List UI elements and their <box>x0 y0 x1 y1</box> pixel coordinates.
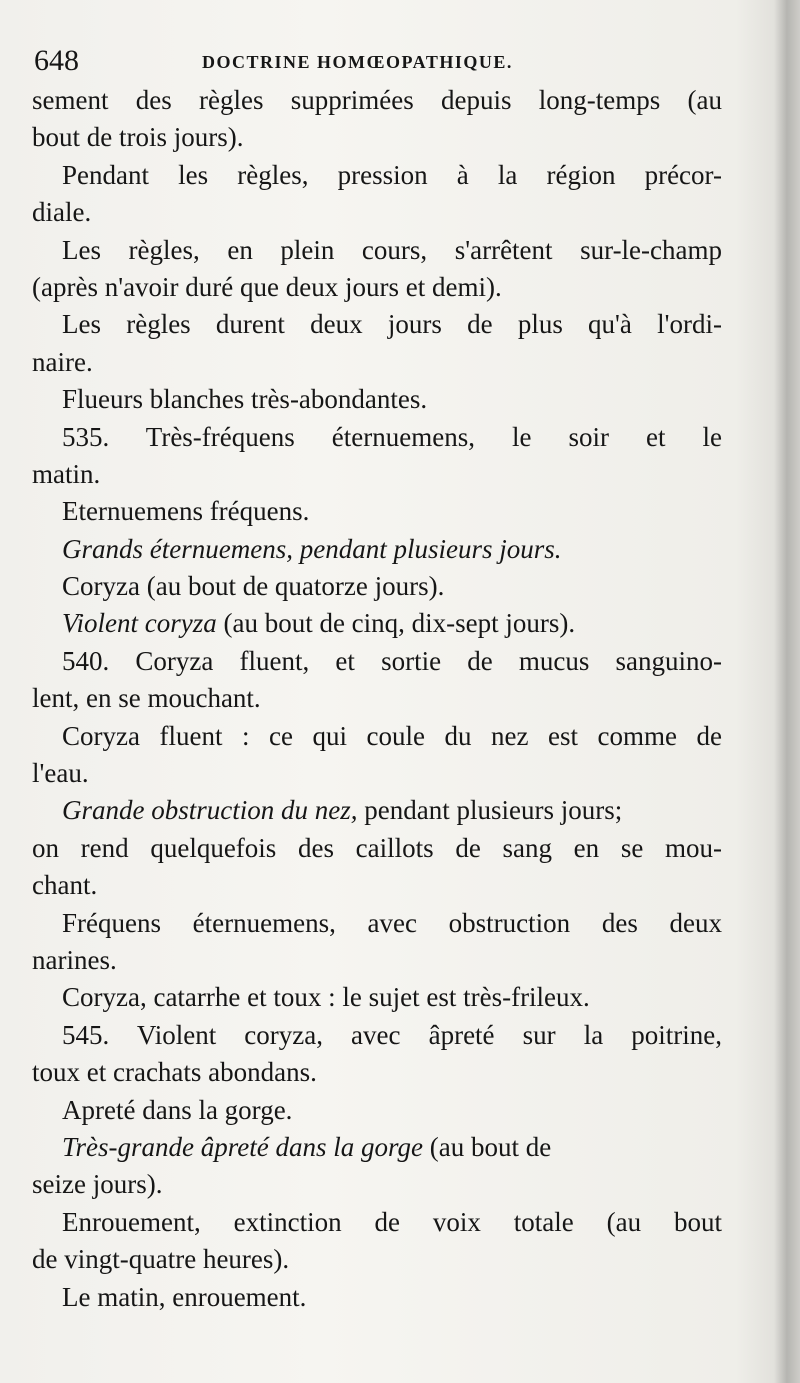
text-line: Coryza, catarrhe et toux : le sujet est très-frileux. <box>62 982 590 1013</box>
text-line: sement des règles supprimées depuis long-temps (au <box>32 85 722 115</box>
text-line: Coryza (au bout de quatorze jours). <box>62 571 445 602</box>
text-line: Les règles durent deux jours de plus qu'à l'ordi- <box>62 309 722 340</box>
text-line <box>32 605 722 642</box>
text-line: matin. <box>32 458 101 489</box>
text-line: 540. Coryza fluent, et sortie de mucus sanguino- <box>62 645 722 676</box>
italic-phrase: Très-grande âpreté dans la gorge <box>62 1131 423 1162</box>
text-line: bout de trois jours). <box>32 122 244 153</box>
text-line: 545. Violent coryza, avec âpreté sur la poitrine, <box>62 1019 722 1050</box>
italic-phrase: Violent coryza <box>62 608 217 639</box>
text-span: pendant plusieurs jours; <box>357 795 623 826</box>
text-line: seize jours). <box>32 1169 163 1200</box>
text-line: Coryza fluent : ce qui coule du nez est comme de <box>62 720 722 751</box>
page-edge-shadow <box>774 0 800 1383</box>
italic-phrase: Grande obstruction du nez, <box>62 795 358 826</box>
text-line: Pendant les règles, pression à la région précor- <box>62 159 722 190</box>
text-line: (après n'avoir duré que deux jours et demi). <box>32 271 502 302</box>
text-span: (au bout de cinq, dix-sept jours). <box>216 608 576 639</box>
page-header <box>34 44 734 80</box>
text-line: 535. Très-fréquens éternuemens, le soir et le <box>62 421 722 452</box>
text-line: Grands éternuemens, pendant plusieurs jours. <box>62 533 562 564</box>
text-line: toux et crachats abondans. <box>32 1057 317 1088</box>
page-number: 648 <box>34 44 79 77</box>
text-line: Enrouement, extinction de voix totale (au bout <box>62 1206 722 1237</box>
text-line: narines. <box>32 944 117 975</box>
text-line: Les règles, en plein cours, s'arrêtent sur-le-champ <box>62 234 722 265</box>
text-line: Eternuemens fréquens. <box>62 496 310 527</box>
text-line: diale. <box>32 197 92 228</box>
text-line: Flueurs blanches très-abondantes. <box>62 384 428 415</box>
text-line <box>32 792 722 829</box>
text-line: naire. <box>32 346 93 377</box>
text-line: Fréquens éternuemens, avec obstruction des deux <box>62 907 722 938</box>
text-line: Apreté dans la gorge. <box>62 1094 293 1125</box>
text-line: de vingt-quatre heures). <box>32 1244 290 1275</box>
text-line <box>32 1129 722 1166</box>
text-span: (au bout de <box>422 1131 552 1162</box>
text-line: on rend quelquefois des caillots de sang en se mou- <box>32 832 722 863</box>
running-title: DOCTRINE HOMŒOPATHIQUE. <box>202 52 513 72</box>
text-line: lent, en se mouchant. <box>32 683 261 714</box>
body-text <box>32 82 722 1316</box>
text-line: chant. <box>32 870 98 901</box>
text-line: l'eau. <box>32 758 89 789</box>
text-line: Le matin, enrouement. <box>62 1281 307 1312</box>
